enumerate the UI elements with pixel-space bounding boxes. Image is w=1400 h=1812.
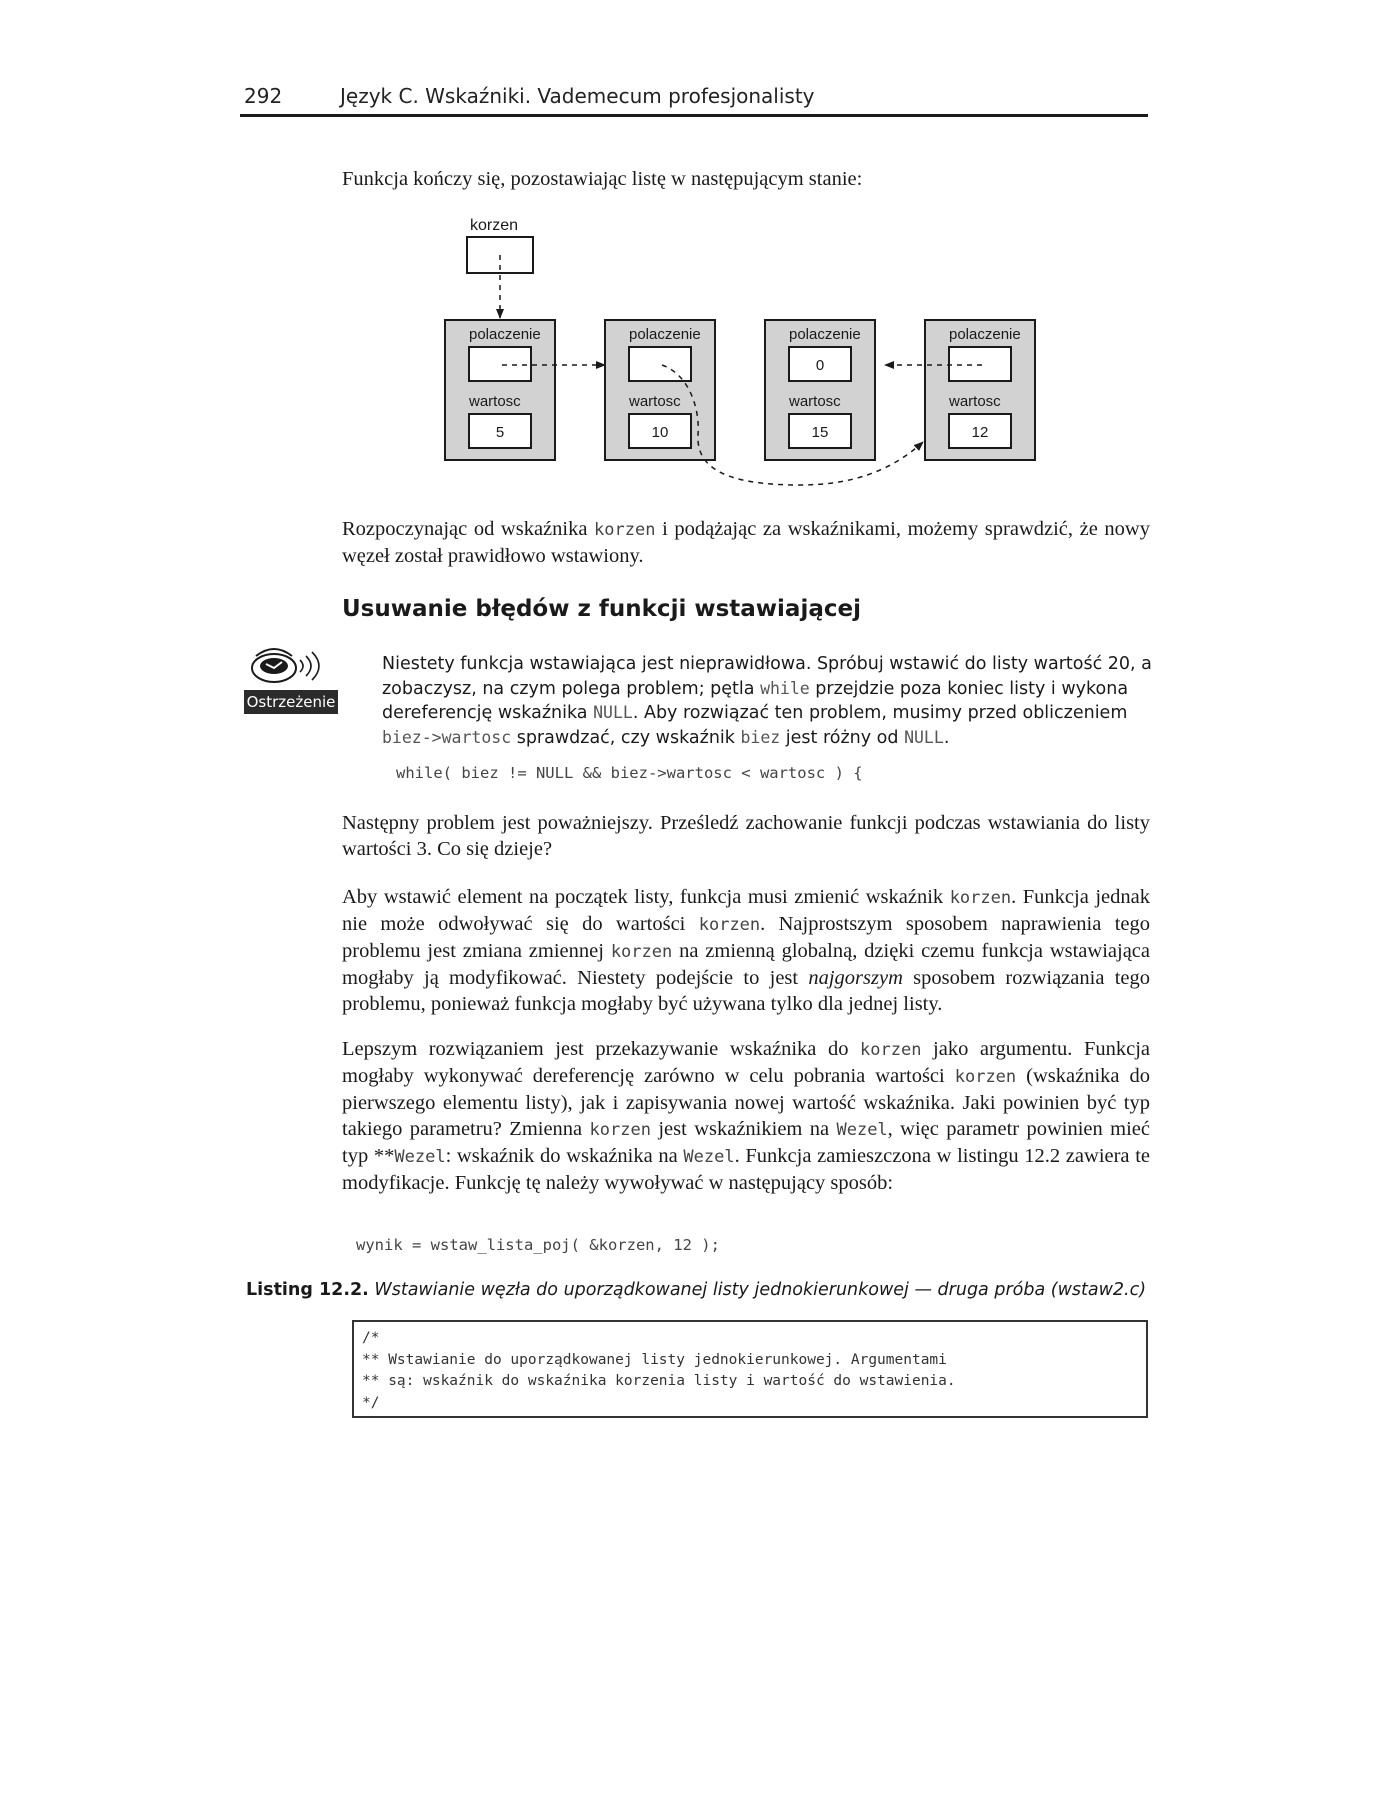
node-value: 10	[651, 424, 669, 441]
listing-line: /*	[362, 1330, 380, 1346]
node-link-label: polaczenie	[949, 326, 1021, 343]
text-span: jest różny od	[780, 727, 905, 748]
listing-line: ** są: wskaźnik do wskaźnika korzenia listy i wartość do wstawienia.	[362, 1373, 956, 1389]
node-value: 12	[971, 424, 989, 441]
emphasis: najgorszym	[808, 967, 903, 989]
text-span: sprawdzać, czy wskaźnik	[511, 727, 741, 748]
listing-caption	[246, 1280, 1146, 1300]
paragraph-4	[342, 1036, 1150, 1196]
text-span: . Funkcja jednak nie może odwoływać się do wartości	[342, 886, 1150, 935]
text-span: . Najprostszym sposobem naprawienia tego problemu jest zmiana zmiennej	[342, 913, 1150, 962]
node-link-box	[629, 347, 691, 381]
node-link-label: polaczenie	[629, 326, 701, 343]
text-span: . Funkcja zamieszczona w listingu 12.2 zawiera te modyfikacje. Funkcję tę należy wywoływać w następujący sposób:	[342, 1145, 1150, 1194]
paragraph-2-text: Następny problem jest poważniejszy. Prześledź zachowanie funkcji podczas wstawiania do listy wartości 3. Co się dzieje?	[342, 812, 1150, 860]
node-link-box	[469, 347, 531, 381]
code-span: Wezel	[394, 1147, 446, 1167]
listing-line: */	[362, 1394, 380, 1411]
listing-number: Listing 12.2.	[246, 1280, 369, 1300]
warning-label: Ostrzeżenie	[244, 690, 338, 714]
text-span: sposobem rozwiązania tego problemu, ponieważ funkcja mogłaby być używana tylko dla jednej listy.	[342, 967, 1151, 1015]
code-span: korzen	[949, 888, 1012, 908]
list-node-4	[925, 320, 1035, 460]
page-number: 292	[244, 84, 283, 108]
code-span: biez	[740, 727, 781, 747]
root-label: korzen	[470, 217, 519, 234]
linked-list-diagram	[430, 210, 1060, 500]
code-span: korzen	[954, 1067, 1017, 1087]
call-code: wynik = wstaw_lista_poj( &korzen, 12 );	[356, 1236, 720, 1254]
node-link-label: polaczenie	[469, 326, 541, 343]
text-span: Rozpoczynając od wskaźnika	[342, 518, 595, 540]
node-link-label: polaczenie	[789, 326, 861, 343]
paragraph-3	[342, 884, 1150, 1017]
text-span: Lepszym rozwiązaniem jest przekazywanie wskaźnika do	[342, 1038, 861, 1060]
code-span: NULL	[904, 727, 944, 747]
text-span: : wskaźnik do wskaźnika na	[445, 1145, 684, 1167]
code-span: korzen	[610, 942, 673, 962]
code-span: korzen	[860, 1040, 922, 1060]
listing-title: Wstawianie węzła do uporządkowanej listy jednokierunkowej — druga próba (wstaw2.c)	[374, 1280, 1147, 1300]
listing-box	[352, 1320, 1148, 1418]
list-node-2	[605, 320, 715, 460]
paragraph-after-diagram	[342, 516, 1150, 569]
node-value-label: wartosc	[629, 393, 681, 410]
listing-line: ** Wstawianie do uporządkowanej listy jednokierunkowej. Argumentami	[362, 1351, 947, 1368]
book-title: Język C. Wskaźniki. Vademecum profesjonalisty	[340, 84, 815, 108]
code-span: NULL	[593, 703, 633, 722]
intro-paragraph	[342, 166, 1150, 192]
while-code: while( biez != NULL && biez->wartosc < wartosc ) {	[396, 764, 863, 782]
node-value-label: wartosc	[949, 393, 1001, 410]
text-span: i podążając za wskaźnikami, możemy sprawdzić, że nowy węzeł został prawidłowo wstawiony.	[342, 518, 1150, 567]
node-value: 5	[495, 424, 505, 441]
section-heading: Usuwanie błędów z funkcji wstawiającej	[342, 596, 861, 622]
code-span: korzen	[698, 915, 761, 935]
text-span: przejdzie poza koniec listy i wykona dereferencję wskaźnika	[382, 678, 1129, 723]
text-span: (wskaźnika do pierwszego elementu listy), jak i zapisywania nowej wartość wskaźnika. Jaki powinien być typ takiego parametru? Zmienna	[342, 1065, 1150, 1140]
warning-text	[382, 652, 1152, 750]
text-span: na zmienną globalną, dzięki czemu funkcja wstawiająca mogłaby ją modyfikować. Niestety podejście to jest	[342, 940, 1150, 989]
list-node-3	[765, 320, 875, 460]
text-span: Niestety funkcja wstawiająca jest nieprawidłowa. Spróbuj wstawić do listy wartość 20, a zobaczysz, na czym polega problem; pętla	[382, 654, 1152, 699]
paragraph-2	[342, 810, 1150, 862]
text-span: jest wskaźnikiem na	[650, 1118, 837, 1140]
code-span: korzen	[589, 1120, 651, 1140]
node-value: 15	[811, 424, 829, 441]
code-span: korzen	[594, 520, 656, 540]
text-span: .	[943, 727, 950, 748]
text-span: Aby wstawić element na początek listy, funkcja musi zmienić wskaźnik	[342, 886, 950, 908]
code-span: Wezel	[683, 1147, 735, 1167]
code-span: biez->wartosc	[382, 727, 512, 747]
text-span: jako argumentu. Funkcja mogłaby wykonywać dereferencję zarówno w celu pobrania wartości	[342, 1038, 1150, 1087]
header-rule	[240, 114, 1148, 117]
nodes-group	[445, 320, 1035, 460]
node-value-label: wartosc	[789, 393, 841, 410]
node-link-box	[949, 347, 1011, 381]
text-span: . Aby rozwiązać ten problem, musimy przed obliczeniem	[632, 703, 1128, 723]
code-span: Wezel	[836, 1120, 888, 1140]
node-link-value: 0	[815, 357, 825, 374]
intro-text: Funkcja kończy się, pozostawiając listę w następującym stanie:	[342, 168, 863, 190]
code-span: while	[760, 678, 810, 698]
list-node-1	[445, 320, 555, 460]
node-value-label: wartosc	[469, 393, 521, 410]
text-span: , więc parametr powinien mieć typ **	[342, 1118, 1150, 1167]
